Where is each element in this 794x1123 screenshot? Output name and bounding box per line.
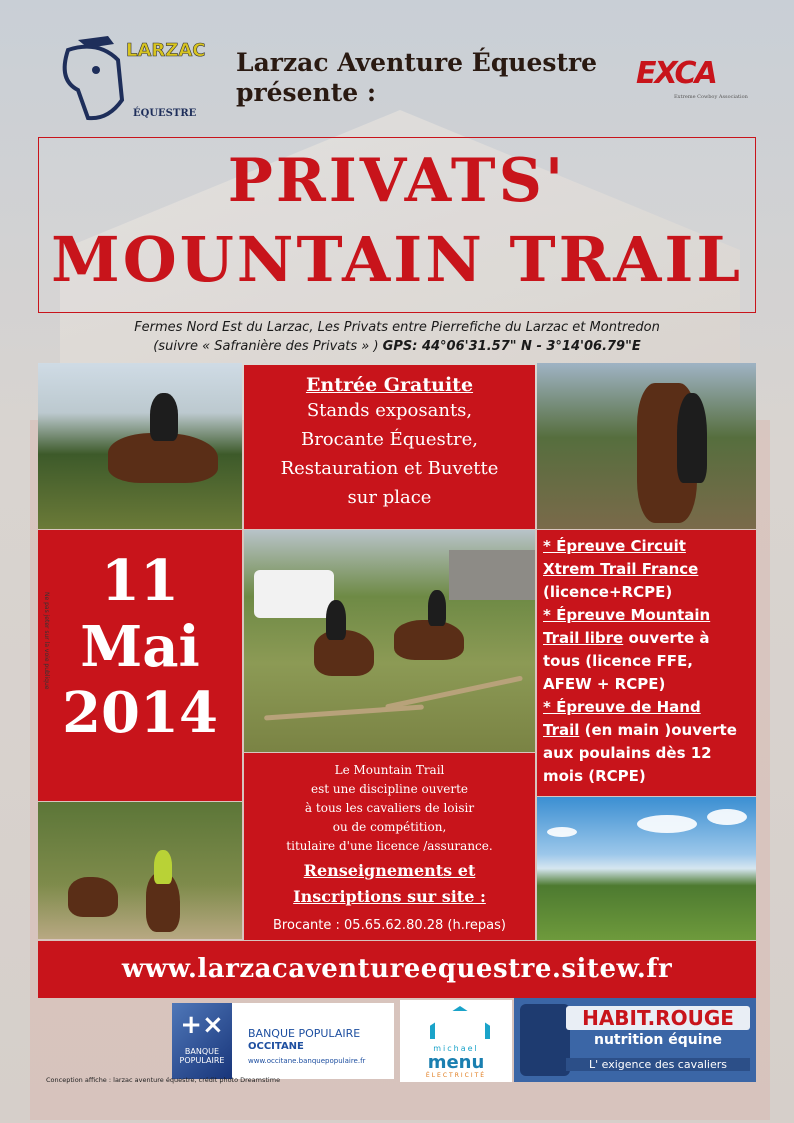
van-shape (254, 570, 334, 618)
banque-populaire-logo (172, 1003, 394, 1079)
event-3-title-b: Trail (543, 721, 580, 739)
discipline-line: ou de compétition, (332, 820, 447, 834)
michael-menu-logo (400, 1000, 512, 1082)
event-2-text: AFEW + RCPE) (543, 675, 666, 693)
horse-shape (394, 620, 464, 660)
bp-name: BANQUE POPULAIRE (248, 1027, 361, 1040)
menu-name: menu (427, 1052, 485, 1073)
exca-logo-sub: Extreme Cowboy Association (674, 94, 748, 100)
event-2-title-a: * Épreuve Mountain (543, 606, 711, 624)
website-url[interactable]: www.larzacaventureequestre.sitew.fr (38, 941, 756, 998)
gps-coordinates: GPS: 44°06'31.57" N - 3°14'06.79"E (382, 339, 641, 354)
cloud-shape (707, 809, 747, 825)
horse-shape (68, 877, 118, 917)
event-date-box (38, 530, 242, 801)
discipline-line: Le Mountain Trail (334, 763, 445, 777)
entry-info-box (244, 365, 535, 529)
events-list-box (537, 530, 756, 796)
horse-head-logo-icon (48, 30, 138, 130)
bp-region: OCCITANE (248, 1041, 304, 1052)
entry-heading: Entrée Gratuite (305, 374, 474, 396)
log-shape (264, 704, 424, 720)
exca-logo (636, 56, 766, 102)
title-box (38, 137, 756, 313)
date-day: 11 (101, 548, 179, 614)
habit-rouge-sub: nutrition équine (593, 1032, 723, 1048)
house-roof-icon (430, 1006, 490, 1039)
cloud-shape (547, 827, 577, 837)
rider-shape (428, 590, 446, 626)
feed-bag-icon (520, 1004, 570, 1076)
registration-line1: Renseignements et (303, 861, 476, 880)
rider-shape (150, 393, 178, 441)
menu-small-text: michael (433, 1044, 479, 1053)
brocante-phone: Brocante : 05.65.62.80.28 (h.repas) (273, 918, 506, 933)
location-line2 (40, 337, 754, 356)
title-line2: MOUNTAIN TRAIL (51, 223, 743, 296)
event-1-title-a: * Épreuve Circuit (543, 537, 686, 555)
event-1-title-b: Xtrem Trail France (543, 560, 699, 578)
title-line1: PRIVATS' (227, 146, 567, 216)
event-1 (543, 535, 750, 604)
event-2 (543, 604, 750, 696)
log-shape (385, 676, 523, 710)
poster-credit: Conception affiche : larzac aventure équestre, crédit photo Dreamstime (46, 1076, 281, 1084)
rider-shape (326, 600, 346, 640)
location-directions: (suivre « Safranière des Privats » ) (153, 339, 379, 354)
discipline-text (244, 761, 535, 856)
discipline-line: est une discipline ouverte (310, 782, 468, 796)
entry-line: sur place (347, 487, 432, 508)
plus-x-icon: +× (180, 1010, 224, 1040)
location-text (40, 318, 754, 356)
registration-line2: Inscriptions sur site : (293, 887, 486, 906)
exca-logo-text: EXCA (636, 56, 716, 91)
habit-rouge-name: HABIT.ROUGE (566, 1006, 750, 1030)
discipline-line: à tous les cavaliers de loisir (304, 801, 475, 815)
presenter-heading (236, 48, 626, 108)
event-2-text: ouverte à (628, 629, 710, 647)
event-3-text: (en main )ouverte (584, 721, 737, 739)
location-line1: Fermes Nord Est du Larzac, Les Privats entre Pierrefiche du Larzac et Montredon (134, 320, 660, 335)
logo-larzac-text: LARZAC (126, 40, 206, 61)
event-3-text: aux poulains dès 12 (543, 744, 712, 762)
entry-line: Stands exposants, (306, 400, 473, 421)
habit-rouge-tagline: L' exigence des cavaliers (566, 1058, 750, 1071)
larzac-logo (48, 30, 218, 130)
photo-rider-jumping (537, 363, 756, 529)
banque-populaire-square (172, 1003, 232, 1079)
habit-rouge-logo (514, 998, 756, 1082)
vertical-notice: Ne pas jeter sur la voie publique (43, 592, 50, 690)
entry-line: Brocante Équestre, (300, 429, 479, 450)
entry-line: Restauration et Buvette (280, 458, 499, 479)
discipline-line: titulaire d'une licence /assurance. (286, 839, 493, 853)
photo-trail-obstacle (244, 530, 535, 752)
stone-building-shape (449, 550, 535, 600)
presenter-line2: présente : (236, 78, 377, 107)
bp-square-label: BANQUE POPULAIRE (179, 1047, 225, 1065)
date-month: Mai (80, 614, 200, 680)
discipline-info-box (244, 753, 535, 940)
event-3-text: mois (RCPE) (543, 767, 646, 785)
event-3-title-a: * Épreuve de Hand (543, 698, 701, 716)
date-year: 2014 (62, 680, 218, 746)
menu-sub: ÉLECTRICITÉ (425, 1072, 487, 1079)
logo-equestre-text: ÉQUESTRE (133, 108, 197, 119)
cloud-shape (637, 815, 697, 833)
rider-shape (154, 850, 172, 884)
event-2-text: tous (licence FFE, (543, 652, 693, 670)
event-2-title-b: Trail libre (543, 629, 624, 647)
bp-url: www.occitane.banquepopulaire.fr (248, 1057, 366, 1065)
photo-landscape (537, 797, 756, 940)
presenter-line1: Larzac Aventure Équestre (236, 48, 598, 77)
rider-shape (677, 393, 707, 483)
event-1-license: (licence+RCPE) (543, 583, 673, 601)
photo-rider-forest (38, 363, 242, 529)
photo-riders-trail (38, 802, 242, 939)
event-3 (543, 696, 750, 788)
